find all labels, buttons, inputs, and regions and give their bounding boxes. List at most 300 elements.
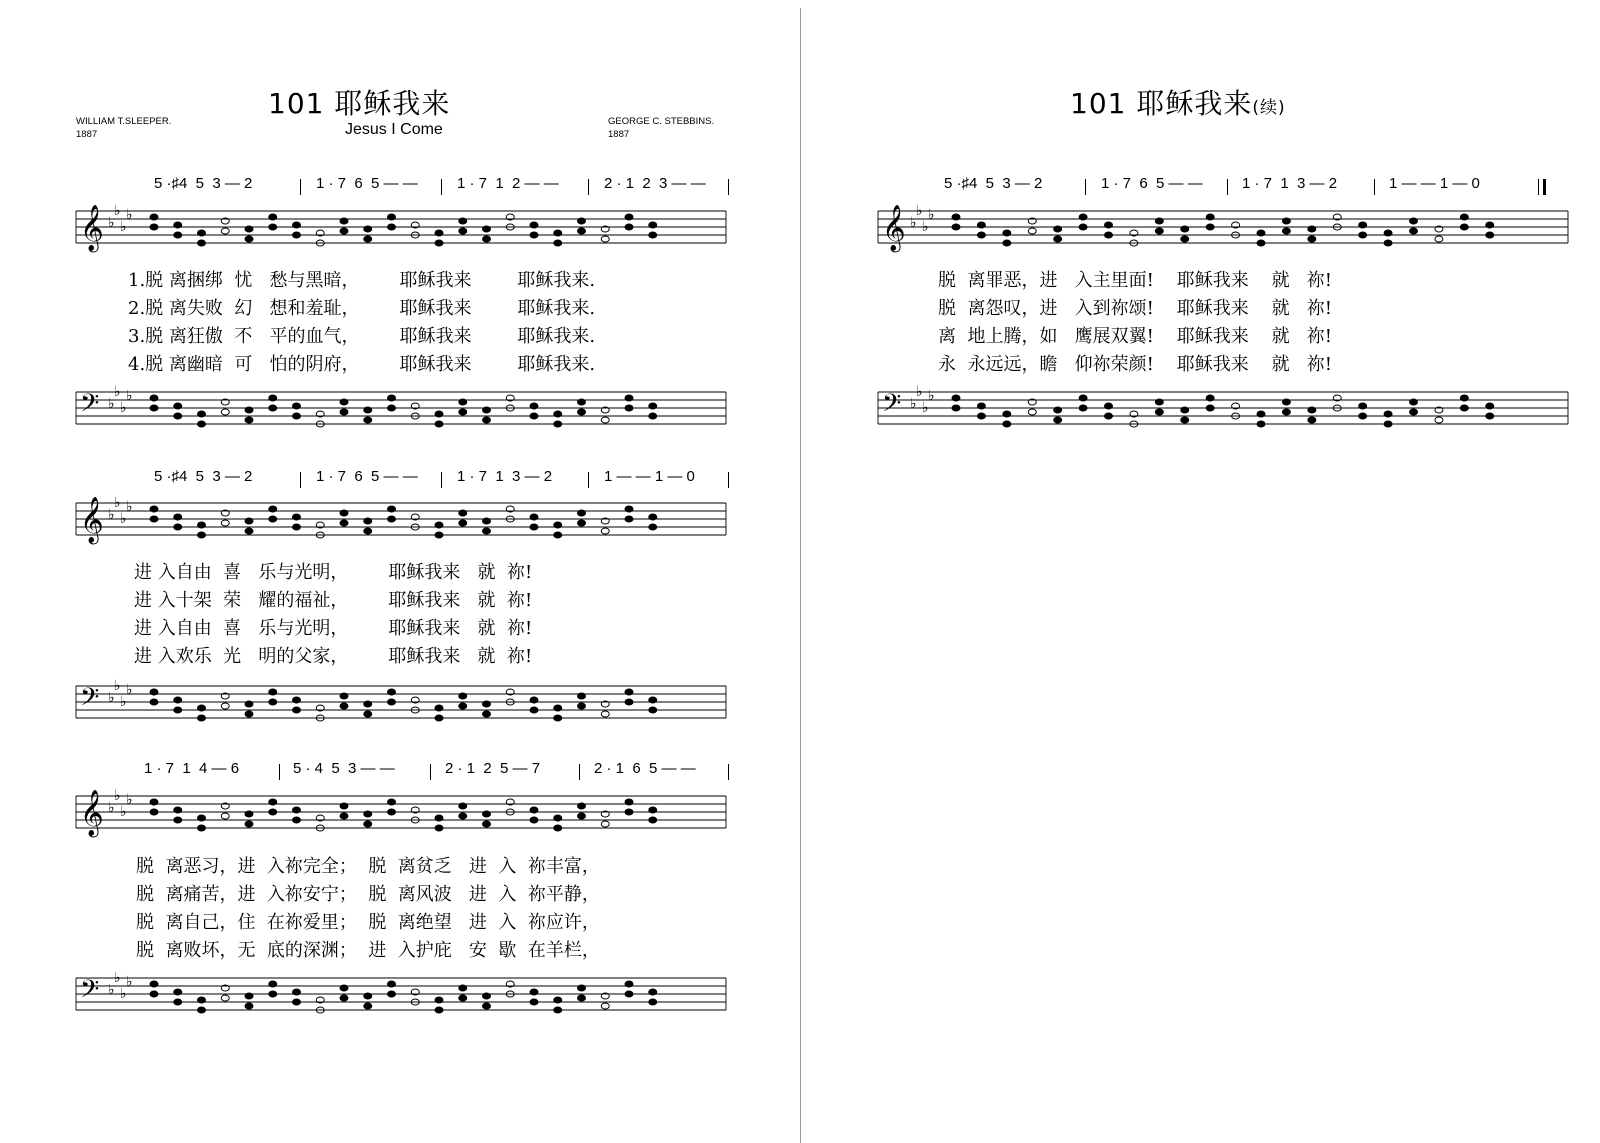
note-head <box>269 516 277 522</box>
flat-icon: ♭ <box>114 495 121 511</box>
note-head <box>293 413 301 419</box>
note-head <box>530 403 538 409</box>
note-head <box>340 813 348 819</box>
note-head <box>269 395 277 401</box>
jianpu-measure: 1 · 7 1 4 — 6 <box>144 760 240 777</box>
note-head <box>388 689 396 695</box>
note-head <box>1359 222 1367 228</box>
note-head <box>1410 228 1418 234</box>
note-head <box>1435 236 1443 242</box>
note-head <box>601 528 609 534</box>
jianpu-measure: 1 — — 1 — 0 <box>604 468 695 485</box>
flat-icon: ♭ <box>928 207 935 223</box>
note-head <box>388 699 396 705</box>
note-head <box>530 817 538 823</box>
note-head <box>245 226 253 232</box>
note-head <box>1028 228 1036 234</box>
barline <box>1085 179 1086 195</box>
note-head <box>1105 413 1113 419</box>
note-head <box>649 514 657 520</box>
note-head <box>150 981 158 987</box>
note-head <box>601 711 609 717</box>
author-year: 1887 <box>76 129 98 140</box>
barline <box>300 179 301 195</box>
flat-icon: ♭ <box>922 400 929 416</box>
note-head <box>1206 214 1214 220</box>
note-head <box>435 411 443 417</box>
flat-icon: ♭ <box>126 974 133 990</box>
note-head <box>198 825 206 831</box>
hymn-title: 101 耶稣我来 <box>268 87 451 120</box>
note-head <box>1435 417 1443 423</box>
flat-icon: ♭ <box>108 215 115 231</box>
note-head <box>1054 226 1062 232</box>
note-head <box>364 417 372 423</box>
note-head <box>459 693 467 699</box>
flat-icon: ♭ <box>910 215 917 231</box>
note-head <box>1282 218 1290 224</box>
note-head <box>245 821 253 827</box>
bass-staff <box>76 386 726 436</box>
note-head <box>649 707 657 713</box>
jianpu-measure: 1 · 7 6 5 — — <box>1101 175 1203 192</box>
note-head <box>435 997 443 1003</box>
note-head <box>578 520 586 526</box>
note-head <box>174 413 182 419</box>
note-head <box>1155 218 1163 224</box>
note-head <box>1282 399 1290 405</box>
composer-credit <box>608 115 714 141</box>
jianpu-measure: 5 · 4 5 3 — — <box>293 760 395 777</box>
note-head <box>293 817 301 823</box>
note-head <box>459 228 467 234</box>
note-head <box>435 240 443 246</box>
note-head <box>1105 232 1113 238</box>
note-head <box>1155 399 1163 405</box>
note-head <box>1486 232 1494 238</box>
note-head <box>340 228 348 234</box>
note-head <box>530 697 538 703</box>
barline <box>588 472 589 488</box>
flat-icon: ♭ <box>120 511 127 527</box>
flat-icon: ♭ <box>120 804 127 820</box>
note-head <box>977 413 985 419</box>
lyric-verse-1: 脱 离恶习，进 入祢完全； 脱 离贫乏 进 入 祢丰富， <box>136 856 600 877</box>
flat-icon: ♭ <box>126 388 133 404</box>
note-head <box>221 995 229 1001</box>
author-credit <box>76 115 171 141</box>
barline <box>1227 179 1228 195</box>
note-head <box>601 1003 609 1009</box>
barline <box>1538 179 1539 195</box>
note-head <box>459 995 467 1001</box>
note-head <box>269 799 277 805</box>
note-head <box>388 214 396 220</box>
note-head <box>150 991 158 997</box>
composer-year: 1887 <box>608 129 630 140</box>
note-head <box>150 214 158 220</box>
note-head <box>150 224 158 230</box>
lyric-verse-2: 脱 离痛苦，进 入祢安宁； 脱 离风波 进 入 祢平静， <box>136 884 600 905</box>
note-head <box>174 524 182 530</box>
note-head <box>952 405 960 411</box>
note-head <box>1105 222 1113 228</box>
note-head <box>554 815 562 821</box>
note-head <box>578 813 586 819</box>
note-head <box>649 524 657 530</box>
note-head <box>1359 413 1367 419</box>
note-head <box>388 405 396 411</box>
note-head <box>198 815 206 821</box>
bass-clef-icon: 𝄢 <box>80 683 100 718</box>
note-head <box>221 703 229 709</box>
note-head <box>174 232 182 238</box>
note-head <box>459 399 467 405</box>
note-head <box>578 228 586 234</box>
barline <box>728 179 729 195</box>
note-head <box>293 222 301 228</box>
note-head <box>459 520 467 526</box>
jianpu-measure: 5 ·♯4 5 3 — 2 <box>944 175 1043 192</box>
note-head <box>245 236 253 242</box>
note-head <box>198 532 206 538</box>
note-head <box>649 697 657 703</box>
note-head <box>483 1003 491 1009</box>
lyric-verse-1: 1.脱 离捆绑 忧 愁与黑暗， 耶稣我来 耶稣我来. <box>128 270 596 291</box>
note-head <box>293 697 301 703</box>
note-head <box>977 232 985 238</box>
note-head <box>578 703 586 709</box>
note-head <box>483 236 491 242</box>
jianpu-measure: 1 · 7 1 2 — — <box>457 175 559 192</box>
note-head <box>388 981 396 987</box>
note-head <box>1079 214 1087 220</box>
note-head <box>364 993 372 999</box>
bass-staff <box>76 972 726 1022</box>
note-head <box>293 232 301 238</box>
note-head <box>1359 403 1367 409</box>
note-head <box>483 528 491 534</box>
right-page <box>802 0 1600 1143</box>
note-head <box>977 222 985 228</box>
note-head <box>150 405 158 411</box>
note-head <box>340 693 348 699</box>
note-head <box>1181 236 1189 242</box>
note-head <box>554 230 562 236</box>
lyric-verse-3: 离 地上腾，如 鹰展双翼! 耶稣我来 就 祢! <box>938 326 1333 347</box>
note-head <box>269 224 277 230</box>
note-head <box>530 222 538 228</box>
note-head <box>601 821 609 827</box>
note-head <box>293 999 301 1005</box>
note-head <box>1054 407 1062 413</box>
note-head <box>459 510 467 516</box>
note-head <box>150 799 158 805</box>
note-head <box>340 409 348 415</box>
note-head <box>459 813 467 819</box>
flat-icon: ♭ <box>916 384 923 400</box>
note-head <box>245 711 253 717</box>
note-head <box>1460 224 1468 230</box>
barline <box>300 472 301 488</box>
note-head <box>1384 230 1392 236</box>
note-head <box>435 1007 443 1013</box>
note-head <box>483 701 491 707</box>
note-head <box>977 403 985 409</box>
treble-clef-icon: 𝄞 <box>882 205 906 251</box>
note-head <box>483 417 491 423</box>
note-head <box>340 985 348 991</box>
note-head <box>269 689 277 695</box>
flat-icon: ♭ <box>120 219 127 235</box>
barline <box>728 472 729 488</box>
note-head <box>1384 240 1392 246</box>
note-head <box>625 214 633 220</box>
barline <box>441 179 442 195</box>
lyric-verse-2: 2.脱 离失败 幻 想和羞耻， 耶稣我来 耶稣我来. <box>128 298 596 319</box>
note-head <box>554 240 562 246</box>
note-head <box>1105 403 1113 409</box>
note-head <box>174 222 182 228</box>
note-head <box>649 232 657 238</box>
jianpu-measure: 1 — — 1 — 0 <box>1389 175 1480 192</box>
note-head <box>174 989 182 995</box>
note-head <box>578 218 586 224</box>
note-head <box>1003 230 1011 236</box>
note-head <box>1257 411 1265 417</box>
note-head <box>1079 405 1087 411</box>
note-head <box>530 232 538 238</box>
note-head <box>1054 417 1062 423</box>
note-head <box>435 230 443 236</box>
page-divider <box>800 8 801 1143</box>
jianpu-measure: 2 · 1 2 3 — — <box>604 175 706 192</box>
lyric-verse-1: 脱 离罪恶，进 入主里面! 耶稣我来 就 祢! <box>938 270 1333 291</box>
note-head <box>198 522 206 528</box>
note-head <box>245 518 253 524</box>
note-head <box>435 705 443 711</box>
flat-icon: ♭ <box>120 400 127 416</box>
note-head <box>483 711 491 717</box>
lyric-verse-2: 脱 离怨叹，进 入到祢颂! 耶稣我来 就 祢! <box>938 298 1333 319</box>
flat-icon: ♭ <box>114 970 121 986</box>
note-head <box>459 218 467 224</box>
note-head <box>1308 226 1316 232</box>
jianpu-line <box>76 760 726 788</box>
note-head <box>198 240 206 246</box>
english-subtitle: Jesus I Come <box>345 121 443 138</box>
note-head <box>269 699 277 705</box>
bass-clef-icon: 𝄢 <box>882 389 902 424</box>
bass-staff <box>878 386 1568 436</box>
note-head <box>625 689 633 695</box>
note-head <box>1308 407 1316 413</box>
note-head <box>625 224 633 230</box>
note-head <box>601 236 609 242</box>
note-head <box>483 821 491 827</box>
note-head <box>1028 409 1036 415</box>
note-head <box>245 811 253 817</box>
flat-icon: ♭ <box>108 690 115 706</box>
bass-clef-icon: 𝄢 <box>80 389 100 424</box>
lyric-verse-4: 永 永远远，瞻 仰祢荣颜! 耶稣我来 就 祢! <box>938 354 1333 375</box>
flat-icon: ♭ <box>108 800 115 816</box>
bass-staff <box>76 680 726 730</box>
note-head <box>1308 417 1316 423</box>
note-head <box>221 228 229 234</box>
treble-staff <box>76 205 726 255</box>
lyric-verse-4: 4.脱 离幽暗 可 怕的阴府， 耶稣我来 耶稣我来. <box>128 354 596 375</box>
note-head <box>293 807 301 813</box>
note-head <box>245 993 253 999</box>
note-head <box>483 518 491 524</box>
lyric-verse-2: 进 入十架 荣 耀的福祉， 耶稣我来 就 祢! <box>134 590 533 611</box>
note-head <box>1486 222 1494 228</box>
note-head <box>340 510 348 516</box>
barline <box>430 764 431 780</box>
note-head <box>388 506 396 512</box>
barline <box>279 764 280 780</box>
note-head <box>625 981 633 987</box>
note-head <box>483 226 491 232</box>
lyric-verse-4: 脱 离败坏，无 底的深渊； 进 入护庇 安 歇 在羊栏， <box>136 940 600 961</box>
final-barline <box>1543 179 1546 195</box>
treble-clef-icon: 𝄞 <box>80 497 104 543</box>
note-head <box>435 522 443 528</box>
note-head <box>364 1003 372 1009</box>
flat-icon: ♭ <box>910 396 917 412</box>
note-head <box>150 699 158 705</box>
note-head <box>198 230 206 236</box>
note-head <box>364 821 372 827</box>
note-head <box>1282 409 1290 415</box>
jianpu-measure: 5 ·♯4 5 3 — 2 <box>154 468 253 485</box>
note-head <box>245 1003 253 1009</box>
note-head <box>625 699 633 705</box>
note-head <box>364 711 372 717</box>
note-head <box>530 514 538 520</box>
jianpu-line <box>878 175 1578 203</box>
note-head <box>554 532 562 538</box>
note-head <box>578 409 586 415</box>
note-head <box>459 703 467 709</box>
note-head <box>625 991 633 997</box>
treble-staff <box>76 497 726 547</box>
flat-icon: ♭ <box>126 682 133 698</box>
note-head <box>952 214 960 220</box>
note-head <box>649 222 657 228</box>
note-head <box>1257 240 1265 246</box>
note-head <box>1155 409 1163 415</box>
note-head <box>198 411 206 417</box>
author-name: WILLIAM T.SLEEPER. <box>76 116 172 127</box>
note-head <box>340 803 348 809</box>
note-head <box>649 817 657 823</box>
note-head <box>554 825 562 831</box>
note-head <box>174 514 182 520</box>
flat-icon: ♭ <box>114 678 121 694</box>
note-head <box>1460 405 1468 411</box>
note-head <box>435 421 443 427</box>
note-head <box>1206 224 1214 230</box>
lyric-verse-1: 进 入自由 喜 乐与光明， 耶稣我来 就 祢! <box>134 562 533 583</box>
note-head <box>198 421 206 427</box>
note-head <box>269 506 277 512</box>
flat-icon: ♭ <box>108 396 115 412</box>
note-head <box>1257 230 1265 236</box>
note-head <box>554 522 562 528</box>
hymn-title: 101 耶稣我来 <box>1070 87 1253 120</box>
note-head <box>1486 413 1494 419</box>
note-head <box>435 715 443 721</box>
note-head <box>364 701 372 707</box>
note-head <box>388 809 396 815</box>
note-head <box>245 417 253 423</box>
note-head <box>269 214 277 220</box>
barline <box>579 764 580 780</box>
lyric-verse-3: 脱 离自己，住 在祢爱里； 脱 离绝望 进 入 祢应许， <box>136 912 600 933</box>
note-head <box>578 399 586 405</box>
jianpu-measure: 5 ·♯4 5 3 — 2 <box>154 175 253 192</box>
note-head <box>293 403 301 409</box>
note-head <box>198 705 206 711</box>
note-head <box>483 993 491 999</box>
note-head <box>625 809 633 815</box>
title-suffix: (续) <box>1252 98 1286 118</box>
note-head <box>578 693 586 699</box>
note-head <box>340 399 348 405</box>
note-head <box>340 218 348 224</box>
note-head <box>293 524 301 530</box>
note-head <box>293 707 301 713</box>
flat-icon: ♭ <box>108 982 115 998</box>
note-head <box>1079 395 1087 401</box>
note-head <box>459 409 467 415</box>
jianpu-measure: 2 · 1 6 5 — — <box>594 760 696 777</box>
note-head <box>1486 403 1494 409</box>
note-head <box>364 528 372 534</box>
note-head <box>1282 228 1290 234</box>
jianpu-line <box>76 175 726 203</box>
flat-icon: ♭ <box>114 788 121 804</box>
note-head <box>578 803 586 809</box>
treble-clef-icon: 𝄞 <box>80 205 104 251</box>
note-head <box>625 799 633 805</box>
jianpu-measure: 1 · 7 6 5 — — <box>316 468 418 485</box>
note-head <box>530 807 538 813</box>
note-head <box>1181 407 1189 413</box>
flat-icon: ♭ <box>126 499 133 515</box>
note-head <box>340 703 348 709</box>
note-head <box>174 697 182 703</box>
flat-icon: ♭ <box>928 388 935 404</box>
note-head <box>1155 228 1163 234</box>
note-head <box>578 995 586 1001</box>
note-head <box>1003 411 1011 417</box>
note-head <box>364 226 372 232</box>
note-head <box>578 510 586 516</box>
jianpu-measure: 1 · 7 1 3 — 2 <box>1242 175 1338 192</box>
note-head <box>221 409 229 415</box>
flat-icon: ♭ <box>922 219 929 235</box>
note-head <box>483 811 491 817</box>
note-head <box>174 403 182 409</box>
jianpu-measure: 2 · 1 2 5 — 7 <box>445 760 541 777</box>
flat-icon: ♭ <box>916 203 923 219</box>
flat-icon: ♭ <box>108 507 115 523</box>
flat-icon: ♭ <box>126 207 133 223</box>
note-head <box>1460 214 1468 220</box>
